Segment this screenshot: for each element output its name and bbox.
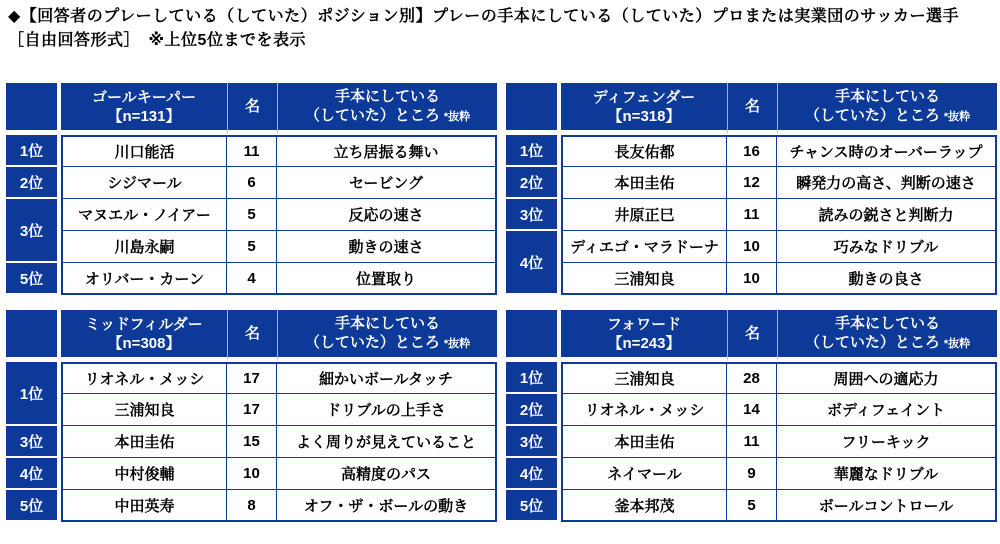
feature-cell: ボディフェイント — [777, 394, 997, 426]
count-cell: 14 — [727, 394, 777, 426]
count-cell: 11 — [727, 199, 777, 231]
rank-cell: 2位 — [506, 394, 561, 426]
feature-cell: セービング — [277, 167, 497, 199]
position-n-label: 【n=318】 — [607, 107, 681, 125]
rank-cell: 3位 — [506, 426, 561, 458]
table-header-row — [6, 83, 497, 135]
position-name: ゴールキーパー — [92, 88, 196, 106]
rank-header-cell — [506, 310, 561, 362]
player-cell: 川島永嗣 — [61, 231, 227, 263]
feature-header-cell — [277, 83, 497, 135]
table-row — [6, 458, 497, 490]
rank-cell: 1位 — [506, 362, 561, 394]
player-cell: 本田圭佑 — [61, 426, 227, 458]
feature-cell: 高精度のパス — [277, 458, 497, 490]
feature-header-line2-text: （していた）ところ — [804, 106, 940, 124]
rank-header-cell — [6, 310, 61, 362]
table-header-row — [506, 310, 997, 362]
table-row — [6, 231, 497, 263]
feature-cell: 読みの鋭さと判断力 — [777, 199, 997, 231]
count-cell: 28 — [727, 362, 777, 394]
feature-header-line2-text: （していた）ところ — [804, 333, 940, 351]
feature-cell: オフ・ザ・ボールの動き — [277, 490, 497, 522]
rank-cell: 1位 — [506, 135, 561, 167]
goalkeeper-ranking-table — [6, 83, 497, 295]
feature-header-line2-text: （していた）ところ — [304, 333, 440, 351]
midfielder-ranking-table — [6, 310, 497, 522]
player-cell: リオネル・メッシ — [561, 394, 727, 426]
table-row — [506, 490, 997, 522]
rank-cell: 1位 — [6, 362, 61, 426]
table-row — [506, 167, 997, 199]
player-cell: 三浦知良 — [61, 394, 227, 426]
feature-cell: ボールコントロール — [777, 490, 997, 522]
feature-header-cell — [777, 83, 997, 135]
rank-cell: 5位 — [6, 490, 61, 522]
feature-header-line1: 手本にしている — [834, 314, 940, 332]
player-cell: オリバー・カーン — [61, 263, 227, 295]
feature-header-cell — [277, 310, 497, 362]
feature-header-line2 — [278, 106, 497, 127]
rank-cell: 2位 — [506, 167, 561, 199]
rank-cell: 5位 — [506, 490, 561, 522]
count-cell: 5 — [227, 231, 277, 263]
table-header-row — [6, 310, 497, 362]
count-cell: 10 — [727, 231, 777, 263]
player-cell: 本田圭佑 — [561, 167, 727, 199]
table-row — [506, 135, 997, 167]
player-cell: 三浦知良 — [561, 263, 727, 295]
table-row — [506, 231, 997, 263]
rank-cell: 4位 — [506, 458, 561, 490]
table-row — [506, 394, 997, 426]
player-cell: 本田圭佑 — [561, 426, 727, 458]
table-row — [6, 426, 497, 458]
player-cell: 三浦知良 — [561, 362, 727, 394]
count-cell: 9 — [727, 458, 777, 490]
player-cell: 釜本邦茂 — [561, 490, 727, 522]
feature-cell: フリーキック — [777, 426, 997, 458]
position-table-midfielder — [6, 310, 497, 522]
table-row — [506, 458, 997, 490]
rank-cell: 3位 — [6, 426, 61, 458]
count-cell: 5 — [227, 199, 277, 231]
count-header-cell: 名 — [727, 83, 777, 135]
position-name: ディフェンダー — [592, 88, 696, 106]
position-n-label: 【n=243】 — [607, 334, 681, 352]
position-header-cell — [61, 83, 227, 135]
feature-cell: 位置取り — [277, 263, 497, 295]
rank-cell: 2位 — [6, 167, 61, 199]
feature-cell: 瞬発力の高さ、判断の速さ — [777, 167, 997, 199]
position-name: フォワード — [606, 315, 682, 333]
feature-cell: チャンス時のオーバーラップ — [777, 135, 997, 167]
page-title-line1: ◆【回答者のプレーしている（していた）ポジション別】プレーの手本にしている（していた）プロまたは実業団のサッカー選手 — [8, 8, 959, 25]
table-row — [6, 135, 497, 167]
position-table-forward — [506, 310, 997, 522]
excerpt-note: *抜粋 — [943, 110, 971, 123]
feature-cell: 華麗なドリブル — [777, 458, 997, 490]
page-title-line2: ［自由回答形式］ ※上位5位までを表示 — [8, 32, 306, 49]
rank-cell: 4位 — [506, 231, 561, 295]
count-header-cell: 名 — [227, 310, 277, 362]
count-cell: 10 — [727, 263, 777, 295]
table-row — [6, 167, 497, 199]
count-cell: 17 — [227, 362, 277, 394]
count-cell: 16 — [727, 135, 777, 167]
feature-header-line2 — [778, 333, 997, 354]
table-row — [6, 199, 497, 231]
table-row — [506, 263, 997, 295]
position-header-cell — [561, 83, 727, 135]
feature-cell: 周囲への適応力 — [777, 362, 997, 394]
position-n-label: 【n=308】 — [107, 334, 181, 352]
feature-header-line2 — [778, 106, 997, 127]
player-cell: 長友佑都 — [561, 135, 727, 167]
player-cell: 中村俊輔 — [61, 458, 227, 490]
count-cell: 6 — [227, 167, 277, 199]
rank-header-cell — [506, 83, 561, 135]
feature-header-line2 — [278, 333, 497, 354]
count-cell: 12 — [727, 167, 777, 199]
position-table-defender — [506, 83, 997, 295]
table-row — [506, 362, 997, 394]
feature-cell: 巧みなドリブル — [777, 231, 997, 263]
position-name: ミッドフィルダー — [85, 315, 203, 333]
feature-header-cell — [777, 310, 997, 362]
rank-cell: 3位 — [506, 199, 561, 231]
count-cell: 15 — [227, 426, 277, 458]
excerpt-note: *抜粋 — [443, 337, 471, 350]
table-header-row — [506, 83, 997, 135]
player-cell: ディエゴ・マラドーナ — [561, 231, 727, 263]
count-header-cell: 名 — [727, 310, 777, 362]
defender-ranking-table — [506, 83, 997, 295]
player-cell: シジマール — [61, 167, 227, 199]
rank-header-cell — [6, 83, 61, 135]
feature-header-line1: 手本にしている — [834, 87, 940, 105]
rank-cell: 1位 — [6, 135, 61, 167]
count-cell: 4 — [227, 263, 277, 295]
player-cell: 井原正巳 — [561, 199, 727, 231]
rank-cell: 4位 — [6, 458, 61, 490]
count-cell: 17 — [227, 394, 277, 426]
feature-cell: 反応の速さ — [277, 199, 497, 231]
player-cell: 中田英寿 — [61, 490, 227, 522]
count-cell: 5 — [727, 490, 777, 522]
table-row — [6, 490, 497, 522]
player-cell: 川口能活 — [61, 135, 227, 167]
position-header-cell — [61, 310, 227, 362]
table-row — [506, 426, 997, 458]
player-cell: リオネル・メッシ — [61, 362, 227, 394]
table-row — [6, 362, 497, 394]
count-cell: 8 — [227, 490, 277, 522]
feature-cell: 動きの速さ — [277, 231, 497, 263]
forward-ranking-table — [506, 310, 997, 522]
table-row — [506, 199, 997, 231]
count-cell: 11 — [727, 426, 777, 458]
table-row — [6, 263, 497, 295]
count-cell: 11 — [227, 135, 277, 167]
excerpt-note: *抜粋 — [943, 337, 971, 350]
feature-header-line1: 手本にしている — [334, 314, 440, 332]
feature-header-line1: 手本にしている — [334, 87, 440, 105]
feature-cell: 動きの良さ — [777, 263, 997, 295]
page-title — [8, 5, 959, 53]
feature-cell: 細かいボールタッチ — [277, 362, 497, 394]
table-row — [6, 394, 497, 426]
feature-cell: 立ち居振る舞い — [277, 135, 497, 167]
feature-header-line2-text: （していた）ところ — [304, 106, 440, 124]
position-table-goalkeeper — [6, 83, 497, 295]
rank-cell: 5位 — [6, 263, 61, 295]
player-cell: マヌエル・ノイアー — [61, 199, 227, 231]
position-n-label: 【n=131】 — [107, 107, 181, 125]
excerpt-note: *抜粋 — [443, 110, 471, 123]
count-cell: 10 — [227, 458, 277, 490]
count-header-cell: 名 — [227, 83, 277, 135]
feature-cell: ドリブルの上手さ — [277, 394, 497, 426]
player-cell: ネイマール — [561, 458, 727, 490]
rank-cell: 3位 — [6, 199, 61, 263]
feature-cell: よく周りが見えていること — [277, 426, 497, 458]
position-header-cell — [561, 310, 727, 362]
